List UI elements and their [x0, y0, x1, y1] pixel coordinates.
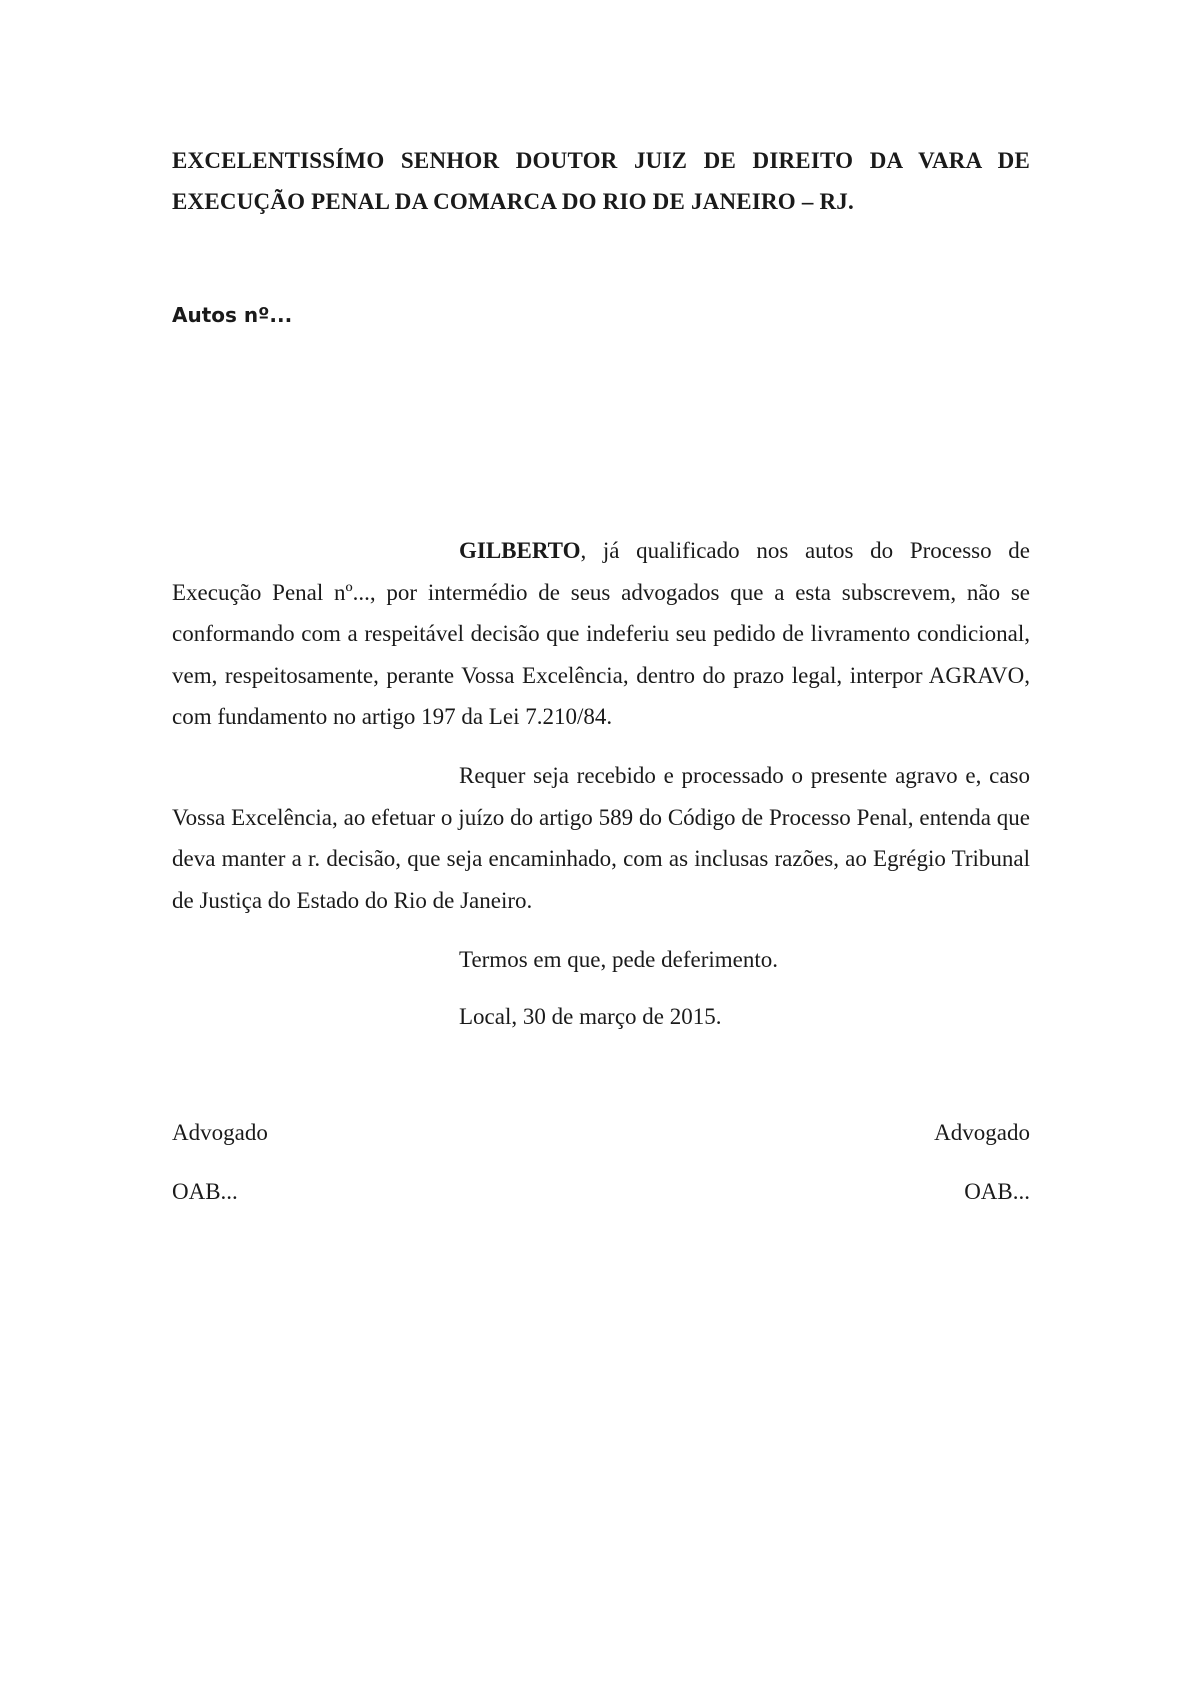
petition-paragraph-1 [172, 530, 1030, 738]
right-signature-role: Advogado [934, 1120, 1030, 1145]
right-signature-oab: OAB... [964, 1179, 1030, 1204]
place-date: Local, 30 de março de 2015. [459, 1004, 722, 1029]
left-signature-role: Advogado [172, 1120, 268, 1145]
defendant-name: GILBERTO [459, 538, 581, 563]
paragraph-1-text: , já qualificado nos autos do Processo de Execução Penal nº..., por intermédio de seus advogados que a esta subscrevem, não se conformando com a respeitável decisão que indeferiu seu pedido de livramento condicional, vem, respeitosamente, perante Vossa Excelência, dentro do prazo legal, interpor AGRAVO, com fundamento no artigo 197 da Lei 7.210/84. [172, 538, 1030, 729]
case-number-label: Autos nº... [172, 303, 293, 327]
closing-request: Termos em que, pede deferimento. [459, 947, 778, 972]
heading-text: EXCELENTISSÍMO SENHOR DOUTOR JUIZ DE DIREITO DA VARA DE EXECUÇÃO PENAL DA COMARCA DO RIO DE JANEIRO – RJ. [172, 148, 1030, 214]
petition-heading [172, 140, 1030, 222]
petition-paragraph-2: Requer seja recebido e processado o presente agravo e, caso Vossa Excelência, ao efetuar o juízo do artigo 589 do Código de Processo Penal, entenda que deva manter a r. decisão, que seja encaminhado, com as inclusas razões, ao Egrégio Tribunal de Justiça do Estado do Rio de Janeiro. [172, 763, 1030, 913]
left-signature-oab: OAB... [172, 1179, 238, 1204]
